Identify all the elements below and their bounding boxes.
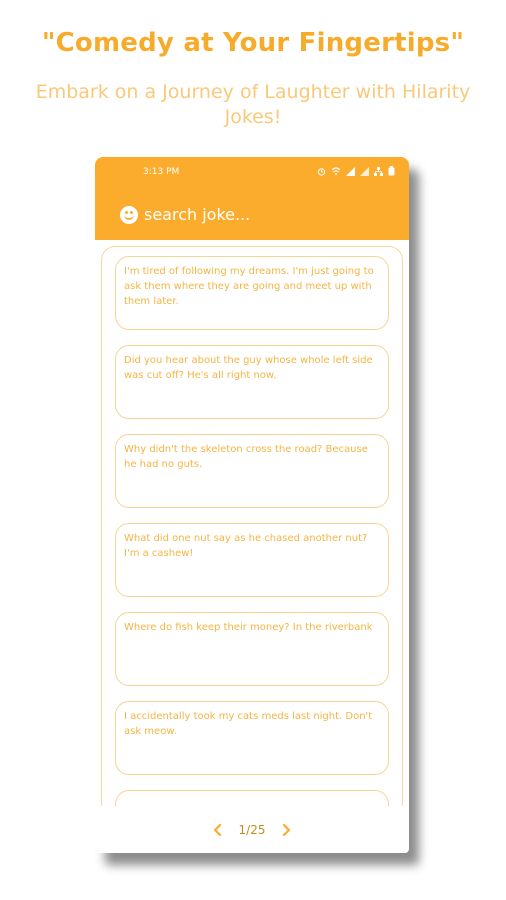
jokes-list[interactable] bbox=[101, 246, 403, 806]
joke-text: Where do fish keep their money? In the riverbank bbox=[124, 622, 373, 633]
joke-card[interactable] bbox=[115, 612, 389, 686]
joke-card[interactable] bbox=[115, 701, 389, 775]
promo-headline: "Comedy at Your Fingertips" bbox=[41, 28, 465, 58]
pagination bbox=[95, 823, 409, 837]
smiley-icon bbox=[120, 206, 138, 224]
search-input[interactable] bbox=[144, 205, 344, 224]
status-time: 3:13 PM bbox=[143, 167, 180, 177]
joke-text: Why didn't the skeleton cross the road? Because he had no guts. bbox=[124, 444, 368, 470]
battery-icon bbox=[388, 166, 395, 179]
previous-page-button[interactable] bbox=[211, 823, 225, 837]
alarm-icon bbox=[317, 167, 326, 179]
app-bar bbox=[95, 157, 409, 240]
joke-text: I'm tired of following my dreams. I'm just going to ask them where they are going and meet up with them later. bbox=[124, 266, 374, 307]
joke-card[interactable] bbox=[115, 434, 389, 508]
joke-text: I accidentally took my cats meds last night. Don't ask meow. bbox=[124, 711, 373, 737]
network-icon bbox=[374, 167, 383, 179]
phone-screenshot bbox=[95, 157, 409, 853]
wifi-icon bbox=[331, 167, 341, 179]
jokes-container bbox=[115, 256, 389, 806]
joke-text: Did you hear about the guy whose whole left side was cut off? He's all right now. bbox=[124, 355, 373, 381]
status-icons bbox=[317, 166, 395, 179]
joke-card[interactable] bbox=[115, 523, 389, 597]
signal-icon bbox=[360, 167, 369, 179]
joke-text: What did one nut say as he chased another nut? I'm a cashew! bbox=[124, 533, 368, 559]
joke-card[interactable] bbox=[115, 345, 389, 419]
next-page-button[interactable] bbox=[279, 823, 293, 837]
joke-card[interactable] bbox=[115, 256, 389, 330]
chevron-right-icon bbox=[282, 824, 291, 836]
signal-icon bbox=[346, 167, 355, 179]
search-bar bbox=[120, 205, 344, 224]
promo-subheadline: Embark on a Journey of Laughter with Hilarity Jokes! bbox=[35, 81, 471, 128]
chevron-left-icon bbox=[213, 824, 222, 836]
joke-card[interactable] bbox=[115, 790, 389, 806]
page-indicator: 1/25 bbox=[238, 823, 266, 837]
